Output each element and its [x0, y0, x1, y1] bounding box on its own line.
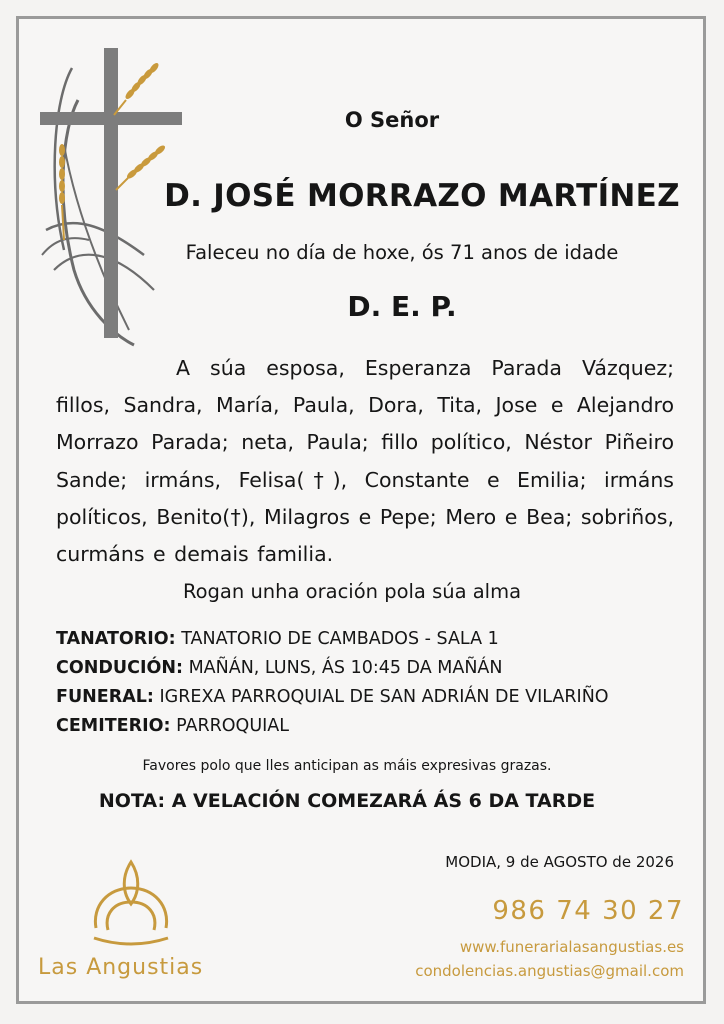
las-angustias-logo-icon [88, 858, 174, 950]
rip-text: D. E. P. [347, 290, 457, 323]
date-line: MODIA, 9 de AGOSTO de 2026 [445, 853, 674, 871]
detail-label: TANATORIO: [56, 629, 176, 649]
detail-row [56, 712, 609, 741]
detail-label: FUNERAL: [56, 687, 154, 707]
prayer-line: Rogan unha oración pola súa alma [182, 580, 522, 603]
phone-number: 986 74 30 27 [492, 896, 684, 926]
detail-value: PARROQUIAL [176, 716, 290, 736]
detail-value: TANATORIO DE CAMBADOS - SALA 1 [181, 629, 499, 649]
website-link[interactable]: www.funerarialasangustias.es [459, 938, 684, 956]
intro-text: O Señor [344, 108, 440, 132]
detail-row [56, 654, 609, 683]
email-link[interactable]: condolencias.angustias@gmail.com [415, 962, 684, 980]
family-paragraph: A súa esposa, Esperanza Parada Vázquez; fillos, Sandra, María, Paula, Dora, Tita, Jose e Alejandro Morrazo Parada; neta, Paula; fillo político, Néstor Piñeiro Sande; irmáns, Felisa(†), Constante e Emilia; irmáns políticos, Benito(†), Milagros e Pepe; Mero e Bea; sobriños, curmáns e demais familia. [56, 356, 674, 567]
note-line: NOTA: A VELACIÓN COMEZARÁ ÁS 6 DA TARDE [98, 790, 596, 812]
detail-label: CONDUCIÓN: [56, 658, 183, 678]
service-details [56, 625, 609, 741]
detail-row [56, 683, 609, 712]
detail-value: IGREXA PARROQUIAL DE SAN ADRIÁN DE VILARIÑO [159, 687, 609, 707]
brand-name: Las Angustias [38, 955, 204, 980]
thanks-line: Favores polo que lles anticipan as máis expresivas grazas. [142, 758, 552, 774]
deceased-name: D. JOSÉ MORRAZO MARTÍNEZ [164, 178, 680, 214]
detail-value: MAÑÁN, LUNS, ÁS 10:45 DA MAÑÁN [188, 658, 503, 678]
detail-row [56, 625, 609, 654]
age-line: Faleceu no día de hoxe, ós 71 anos de idade [185, 241, 619, 264]
detail-label: CEMITERIO: [56, 716, 171, 736]
